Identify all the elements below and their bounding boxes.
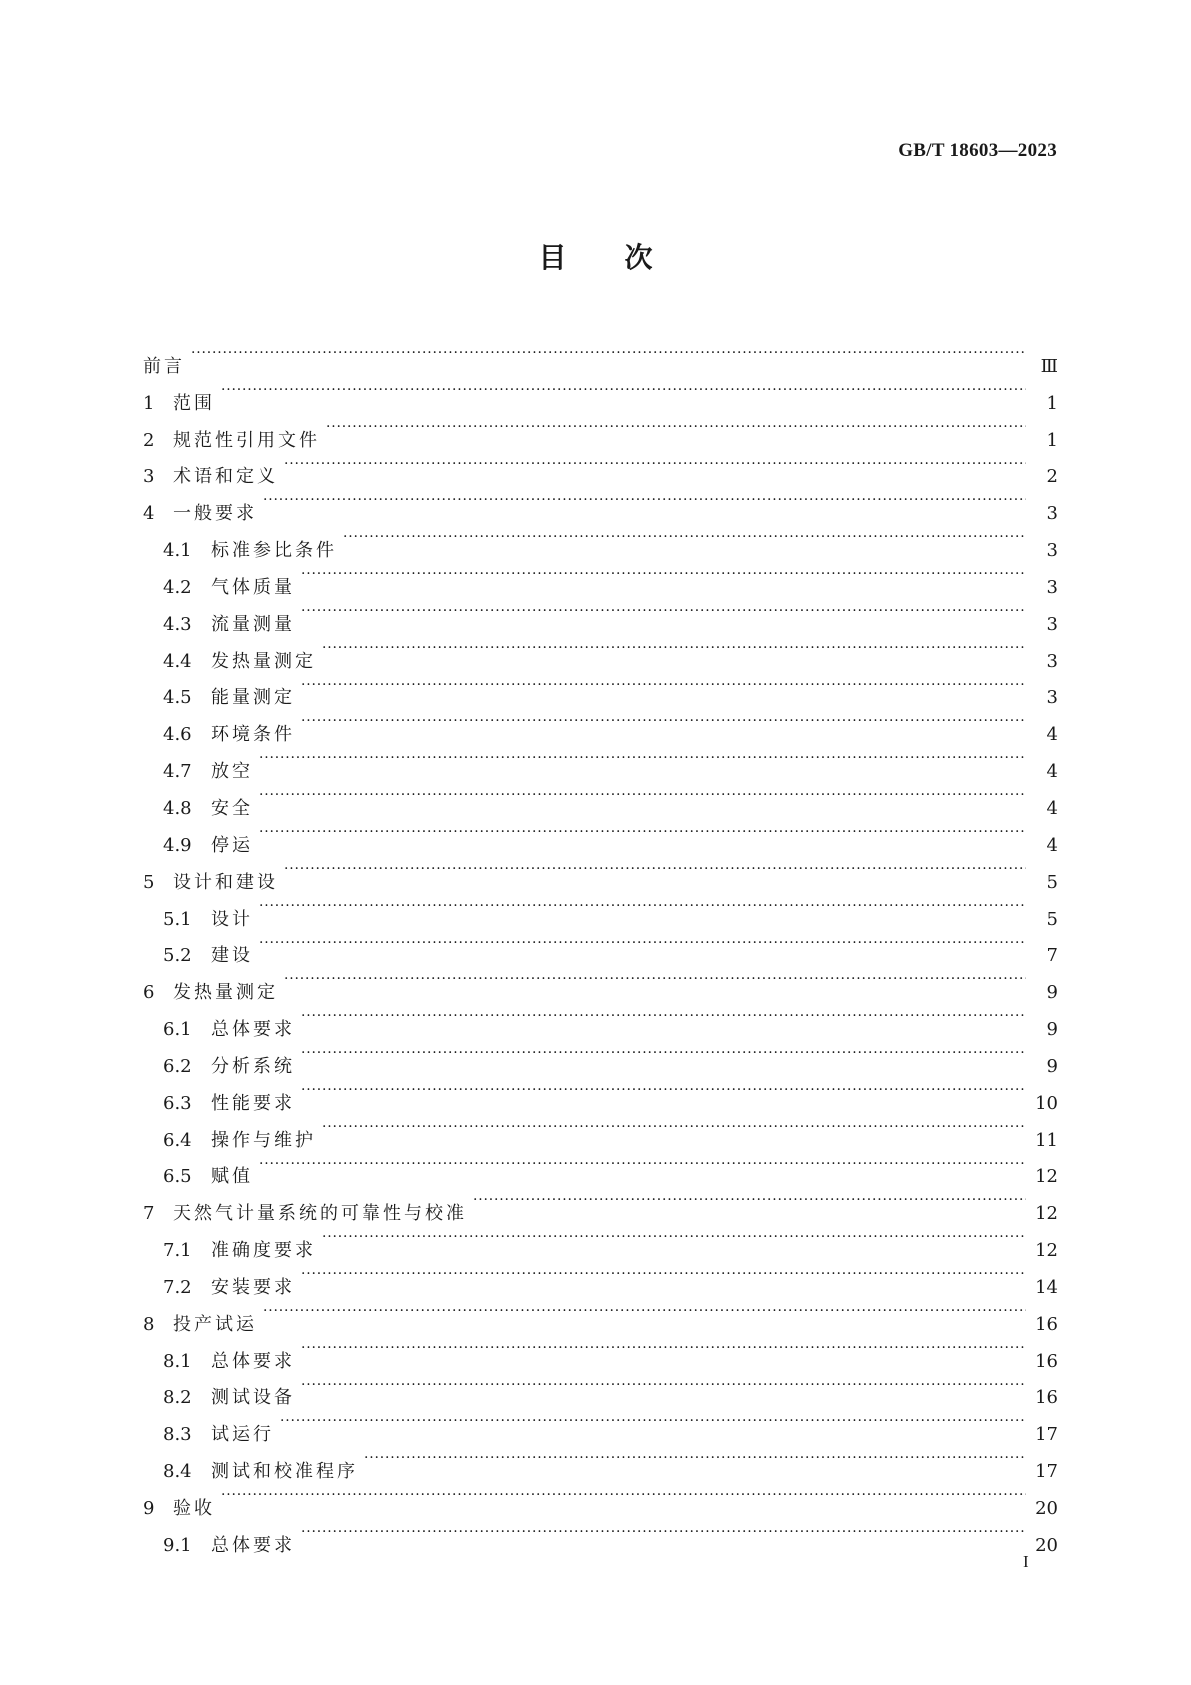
toc-entry-label: 安全 [211, 797, 253, 819]
toc-entry-number: 8.1 [163, 1350, 192, 1372]
toc-entry-number: 4.7 [163, 761, 192, 783]
toc-entry-number: 5.1 [163, 908, 192, 930]
toc-entry-page: 17 [1035, 1461, 1058, 1483]
toc-leader-dots [326, 409, 1026, 446]
toc-entry-number: 6 [143, 982, 155, 1004]
toc-entry-number: 5 [143, 871, 155, 893]
toc-entry-number: 4.8 [163, 797, 192, 819]
toc-entry-label: 发热量测定 [173, 982, 278, 1004]
toc-entry-label: 环境条件 [211, 724, 295, 746]
toc-entry-label: 流量测量 [211, 613, 295, 635]
toc-entry[interactable] [143, 925, 1058, 967]
toc-entry-page: 12 [1035, 1240, 1058, 1262]
toc-entry-page: 1 [1046, 429, 1058, 451]
toc-entry-label: 测试和校准程序 [211, 1461, 358, 1483]
toc-entry-number: 8 [143, 1313, 155, 1335]
toc-entry-page: 20 [1035, 1498, 1058, 1519]
toc-entry-page: 4 [1046, 761, 1058, 783]
toc-entry[interactable] [143, 740, 1058, 783]
toc-entry-label: 总体要求 [211, 1534, 295, 1556]
toc-entry-label: 验收 [173, 1498, 215, 1519]
toc-entry-page: 20 [1035, 1534, 1058, 1556]
toc-entry-label: 总体要求 [211, 1019, 295, 1041]
toc-leader-dots [301, 1256, 1026, 1293]
toc-entry-number: 7.1 [163, 1240, 192, 1262]
toc-entry-number: 4.2 [163, 576, 192, 598]
toc-entry-page: 16 [1035, 1387, 1058, 1409]
toc-entry[interactable] [143, 1182, 1058, 1225]
toc-entry-label: 发热量测定 [211, 650, 316, 672]
toc-leader-dots [301, 667, 1026, 704]
toc-leader-dots [343, 519, 1026, 556]
toc-leader-dots [284, 851, 1026, 888]
toc-entry-number: 8.4 [163, 1461, 192, 1483]
toc-entry[interactable] [143, 851, 1058, 893]
toc-entry-label: 前言 [143, 355, 185, 377]
toc-entry[interactable] [143, 777, 1058, 819]
toc-leader-dots [259, 777, 1026, 814]
toc-entry[interactable] [143, 1330, 1058, 1372]
toc-leader-dots [284, 961, 1026, 998]
toc-entry-page: 5 [1046, 871, 1058, 893]
toc-leader-dots [259, 740, 1026, 777]
toc-leader-dots [301, 593, 1026, 630]
toc-entry-page: 5 [1046, 908, 1058, 930]
toc-entry-number: 3 [143, 466, 155, 488]
toc-leader-dots [301, 556, 1026, 593]
toc-entry-number: 8.2 [163, 1387, 192, 1409]
toc-entry-number: 6.5 [163, 1166, 192, 1188]
toc-entry-page: 2 [1046, 466, 1058, 488]
toc-entry[interactable] [143, 1440, 1058, 1483]
toc-leader-dots [284, 446, 1026, 483]
toc-entry-number: 8.3 [163, 1424, 192, 1446]
toc-entry-label: 性能要求 [211, 1092, 295, 1114]
toc-entry-page: 12 [1035, 1166, 1058, 1188]
toc-entry[interactable] [143, 409, 1058, 451]
toc-entry-number: 9.1 [163, 1534, 192, 1556]
toc-entry-page: 4 [1046, 724, 1058, 746]
toc-entry-page: 14 [1035, 1276, 1058, 1298]
toc-entry-number: 7 [143, 1203, 155, 1225]
toc-leader-dots [301, 1330, 1026, 1367]
toc-entry-label: 能量测定 [211, 687, 295, 709]
toc-entry-number: 6.2 [163, 1055, 192, 1077]
toc-entry-page: 12 [1035, 1203, 1058, 1225]
toc-leader-dots [221, 372, 1026, 409]
toc-leader-dots [259, 814, 1026, 851]
toc-entry-label: 设计 [211, 908, 253, 930]
toc-entry[interactable] [143, 888, 1058, 930]
toc-leader-dots [259, 1146, 1026, 1183]
toc-entry-number: 6.3 [163, 1092, 192, 1114]
toc-entry-number: 6.4 [163, 1129, 192, 1151]
toc-entry-page: 4 [1046, 797, 1058, 819]
toc-entry-label: 安装要求 [211, 1276, 295, 1298]
toc-entry-label: 投产试运 [173, 1313, 257, 1335]
toc-entry-page: 3 [1046, 650, 1058, 672]
toc-entry-number: 4.3 [163, 613, 192, 635]
toc-leader-dots [301, 998, 1026, 1035]
page-title: 目次 [538, 241, 711, 274]
toc-entry-label: 测试设备 [211, 1387, 295, 1409]
toc-entry-label: 放空 [211, 761, 253, 783]
toc-entry-label: 建设 [211, 945, 253, 967]
toc-entry-label: 规范性引用文件 [173, 429, 320, 451]
toc-entry-page: 9 [1046, 1055, 1058, 1077]
toc-leader-dots [259, 925, 1026, 962]
toc-leader-dots [301, 1035, 1026, 1072]
toc-entry[interactable] [143, 372, 1058, 414]
toc-leader-dots [473, 1182, 1026, 1219]
toc-entry[interactable] [143, 335, 1058, 377]
standard-number: GB/T 18603—2023 [898, 140, 1057, 161]
toc-entry-label: 标准参比条件 [211, 540, 337, 562]
toc-entry-label: 赋值 [211, 1166, 253, 1188]
toc-entry-number: 6.1 [163, 1019, 192, 1041]
toc-entry-page: 11 [1035, 1129, 1058, 1151]
toc-leader-dots [364, 1440, 1026, 1477]
toc-entry-page: 3 [1046, 503, 1058, 525]
toc-entry-label: 范围 [173, 392, 215, 414]
toc-entry-page: 17 [1035, 1424, 1058, 1446]
toc-leader-dots [221, 1477, 1026, 1514]
toc-leader-dots [259, 888, 1026, 925]
toc-entry-page: 3 [1046, 540, 1058, 562]
page-number: I [1023, 1552, 1029, 1571]
toc-entry-number: 4 [143, 503, 155, 525]
toc-entry-page: 1 [1046, 392, 1058, 414]
toc-entry-label: 设计和建设 [173, 871, 278, 893]
toc-entry-label: 天然气计量系统的可靠性与校准 [173, 1203, 467, 1225]
toc-leader-dots [301, 1367, 1026, 1404]
toc-entry-label: 术语和定义 [173, 466, 278, 488]
table-of-contents [143, 335, 1058, 1556]
toc-entry[interactable] [143, 482, 1058, 525]
toc-entry[interactable] [143, 519, 1058, 562]
toc-entry-number: 4.4 [163, 650, 192, 672]
toc-entry[interactable] [143, 1146, 1058, 1188]
toc-leader-dots [263, 1293, 1026, 1330]
toc-entry-number: 4.1 [163, 540, 192, 562]
toc-entry-number: 7.2 [163, 1276, 192, 1298]
toc-entry-number: 1 [143, 392, 155, 414]
toc-entry-page: 16 [1035, 1350, 1058, 1372]
toc-entry-label: 总体要求 [211, 1350, 295, 1372]
toc-entry-page: 3 [1046, 687, 1058, 709]
toc-leader-dots [322, 1109, 1026, 1146]
toc-leader-dots [191, 335, 1026, 372]
toc-leader-dots [322, 1219, 1026, 1256]
toc-entry-number: 5.2 [163, 945, 192, 967]
toc-entry[interactable] [143, 961, 1058, 1004]
toc-leader-dots [322, 630, 1026, 667]
toc-entry-page: 3 [1046, 613, 1058, 635]
toc-entry-page: 10 [1035, 1092, 1058, 1114]
toc-entry-number: 4.6 [163, 724, 192, 746]
toc-leader-dots [280, 1403, 1026, 1440]
toc-entry[interactable] [143, 814, 1058, 856]
toc-entry-label: 试运行 [211, 1424, 274, 1446]
toc-entry[interactable] [143, 1293, 1058, 1335]
toc-leader-dots [263, 482, 1026, 519]
toc-entry-number: 4.9 [163, 834, 192, 856]
toc-entry-label: 准确度要求 [211, 1240, 316, 1262]
toc-entry-label: 气体质量 [211, 576, 295, 598]
toc-entry-page: 4 [1046, 834, 1058, 856]
toc-entry-page: 9 [1046, 982, 1058, 1004]
toc-entry-page: 9 [1046, 1019, 1058, 1041]
toc-entry-label: 分析系统 [211, 1055, 295, 1077]
toc-entry-number: 2 [143, 429, 155, 451]
toc-entry-page: Ⅲ [1040, 355, 1058, 377]
toc-entry[interactable] [143, 1477, 1058, 1519]
toc-entry-label: 操作与维护 [211, 1129, 316, 1151]
toc-entry-page: 3 [1046, 576, 1058, 598]
toc-leader-dots [301, 1072, 1026, 1109]
toc-entry-page: 16 [1035, 1313, 1058, 1335]
toc-leader-dots [301, 703, 1026, 740]
toc-entry-number: 9 [143, 1498, 155, 1519]
toc-entry-label: 停运 [211, 834, 253, 856]
toc-leader-dots [301, 1514, 1026, 1551]
toc-entry[interactable] [143, 1403, 1058, 1446]
toc-entry-label: 一般要求 [173, 503, 257, 525]
toc-entry-page: 7 [1046, 945, 1058, 967]
toc-entry[interactable] [143, 1514, 1058, 1556]
toc-entry-number: 4.5 [163, 687, 192, 709]
